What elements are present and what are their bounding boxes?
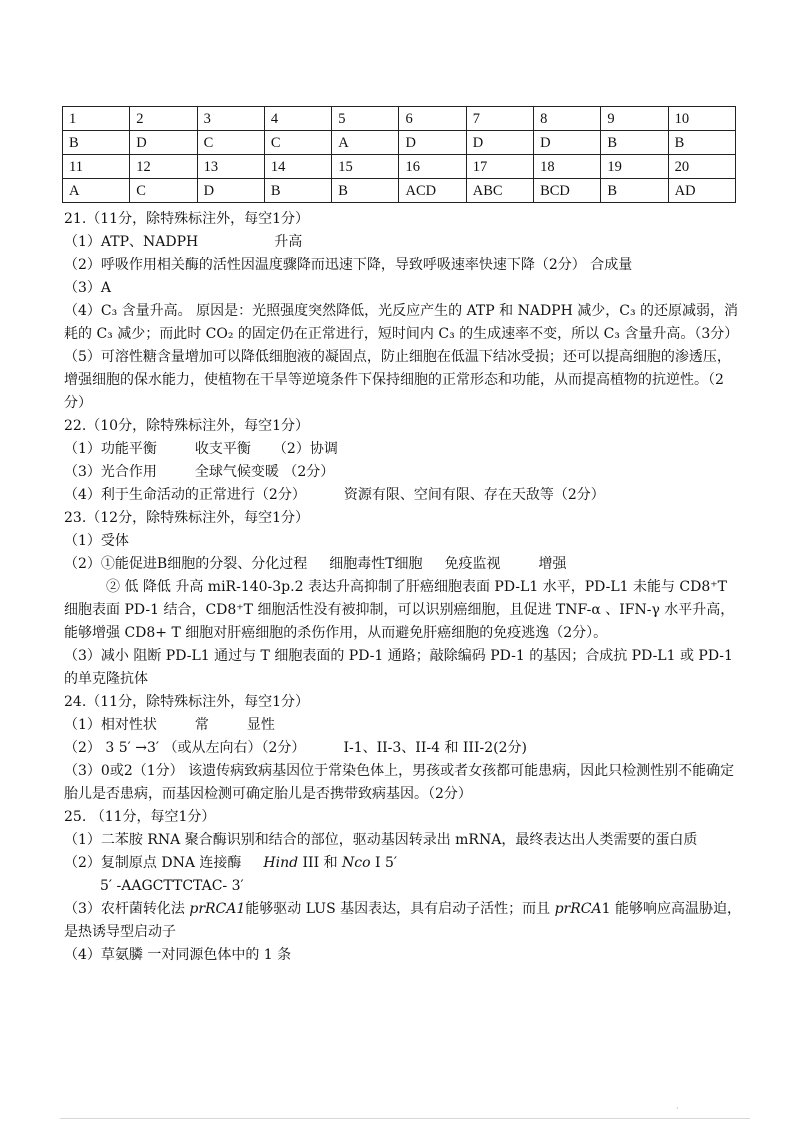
answer-cell: B [332,179,399,203]
q25-part4: （4）草氨膦 一对同源色体中的 1 条 [64,947,292,963]
q24-part2-b: Ⅰ-1、II-3、II-4 和 III-2(2分) [343,740,527,756]
question-number-cell: 1 [63,107,130,131]
q24-part1-b: 常 [194,717,209,733]
answer-cell: ACD [399,179,466,203]
question-number-cell: 20 [668,155,735,179]
question-number-cell: 6 [399,107,466,131]
q21-part5: （5）可溶性糖含量增加可以降低细胞液的凝固点，防止细胞在低温下结冰受损；还可以提高细胞的渗透压，增强细胞的保水能力，使植物在干旱等逆境条件下保持细胞的正常形态和功能，从而提高植物的抗逆性。（2分） [64,349,731,411]
answer-cell: ABC [466,179,533,203]
question-number-cell: 12 [130,155,197,179]
question-number-cell: 4 [264,107,331,131]
q24-part1-a: （1）相对性状 [64,717,157,733]
q21-part1-b: 升高 [274,234,303,250]
q25-part3-a: （3）农杆菌转化法 [64,901,190,917]
answer-table-row [63,131,736,155]
q22-part3 [64,461,742,484]
q21-part3: （3）A [64,280,112,296]
q22-part3-b: 全球气候变暖 （2分） [194,464,335,480]
q23-part1: （1）受体 [64,533,129,549]
q25-part1: （1）二苯胺 RNA 聚合酶识别和结合的部位，驱动基因转录出 mRNA，最终表达出人类需要的蛋白质 [64,832,698,848]
answer-content [64,208,742,967]
q24-part2-a: （2） 3 5′ →3′ （或从左向右）（2分） [64,740,306,756]
q23-part2-a: （2）①能促进B细胞的分裂、分化过程 [64,556,308,572]
answer-cell: C [130,179,197,203]
q22-part4-b: 资源有限、空间有限、存在天敌等（2分） [343,487,605,503]
q21-part4: （4）C₃ 含量升高。 原因是：光照强度突然降低，光反应产生的 ATP 和 NADPH 减少，C₃ 的还原减弱，消耗的 C₃ 减少；而此时 CO₂ 的固定仍在正常进行，短时间内 C₃ 的生成速率不变，所以 C₃ 含量升高。（3分） [64,303,739,342]
answer-cell: D [197,179,264,203]
question-number-cell: 19 [601,155,668,179]
q25-part2-nco: Nco [342,855,371,871]
question-number-cell: 8 [534,107,601,131]
q25-part2-a: （2）复制原点 DNA 连接酶 [64,855,242,871]
q23-part2-d: 增强 [538,556,567,572]
q21-part1 [64,231,742,254]
answer-cell: C [264,131,331,155]
q22-part1-b: 收支平衡 [194,441,251,457]
q25-part2 [64,852,742,875]
q25-part2-hind: Hind [263,855,299,871]
question-number-cell: 9 [601,107,668,131]
answer-cell: B [601,179,668,203]
question-number-cell: 15 [332,155,399,179]
answer-cell: C [197,131,264,155]
question-number-cell: 11 [63,155,130,179]
q22-part1 [64,438,742,461]
answer-cell: D [399,131,466,155]
q23-part2-explanation [64,576,742,645]
answer-cell: B [668,131,735,155]
answer-cell: D [466,131,533,155]
question-number-cell: 17 [466,155,533,179]
q24-part1-c: 显性 [246,717,275,733]
footer-divider [60,1118,750,1119]
answer-table-row [63,107,736,131]
question-number-cell: 14 [264,155,331,179]
q23-part2-b: 细胞毒性T细胞 [329,556,423,572]
q22-part4-a: （4）利于生命活动的正常进行（2分） [64,487,306,503]
question-number-cell: 10 [668,107,735,131]
page-mark: · [676,1104,679,1113]
q23-part2-e: ② 低 降低 升高 miR-140-3p.2 表达升高抑制了肝癌细胞表面 PD-L1 水平，PD-L1 未能与 CD8⁺T 细胞表面 PD-1 结合，CD8⁺T 细胞活性没有被抑制，可以识别癌细胞，且促进 TNF-α 、IFN-γ 水平升高，能够增强 CD8+ T 细胞对肝癌细胞的杀伤作用，从而避免肝癌细胞的免疫逃逸（2分）。 [64,579,735,641]
q22-part4 [64,484,742,507]
answer-cell: A [332,131,399,155]
q21-part2: （2）呼吸作用相关酶的活性因温度骤降而迅速下降，导致呼吸速率快速下降（2分） 合成量 [64,257,633,273]
q22-header: 22.（10分，除特殊标注外，每空1分） [64,418,309,434]
q25-part3-e: 1 能够响应高温胁迫，是热诱导型启动子 [64,901,741,940]
q25-part2-f: 5′ -AAGCTTCTAC- 3′ [100,878,244,894]
answer-table [62,106,736,203]
answer-cell: AD [668,179,735,203]
q25-part2-sequence [64,875,742,898]
q24-part1 [64,714,742,737]
q25-part2-c: III 和 [298,855,343,871]
question-number-cell: 5 [332,107,399,131]
q21-header: 21.（11分，除特殊标注外，每空1分） [64,211,309,227]
q22-part2: （2）协调 [272,441,338,457]
q25-part2-e: I 5′ [370,855,398,871]
q25-part3-c: 能够驱动 LUS 基因表达，具有启动子活性；而且 [245,901,555,917]
q22-part1-a: （1）功能平衡 [64,441,157,457]
question-number-cell: 7 [466,107,533,131]
q24-part3: （3）0或2（1分） 该遗传病致病基因位于常染色体上，男孩或者女孩都可能患病，因此只检测性别不能确定胎儿是否患病，而基因检测可确定胎儿是否携带致病基因。（2分） [64,763,735,802]
answer-cell: BCD [534,179,601,203]
q23-part2-c: 免疫监视 [444,556,501,572]
question-number-cell: 3 [197,107,264,131]
answer-cell: A [63,179,130,203]
answer-cell: D [130,131,197,155]
answer-table-row [63,179,736,203]
question-number-cell: 2 [130,107,197,131]
q24-header: 24.（11分，除特殊标注外，每空1分） [64,694,309,710]
q25-part3 [64,898,742,944]
q25-part3-promoter-2: prRCA [554,901,602,917]
answer-cell: B [264,179,331,203]
q22-part3-a: （3）光合作用 [64,464,157,480]
question-number-cell: 18 [534,155,601,179]
q23-header: 23.（12分，除特殊标注外，每空1分） [64,510,309,526]
question-number-cell: 16 [399,155,466,179]
question-number-cell: 13 [197,155,264,179]
answer-table-row [63,155,736,179]
q23-part3: （3）减小 阻断 PD-L1 通过与 T 细胞表面的 PD-1 通路；敲除编码 PD-1 的基因；合成抗 PD-L1 或 PD-1 的单克隆抗体 [64,648,733,687]
q21-part1-a: （1）ATP、NADPH [64,234,199,250]
q24-part2 [64,737,742,760]
q25-part3-promoter-1: prRCA1 [189,901,246,917]
answer-cell: B [601,131,668,155]
q25-header: 25. （11分，每空1分） [64,809,216,825]
q23-part2 [64,553,742,576]
answer-cell: D [534,131,601,155]
answer-cell: B [63,131,130,155]
